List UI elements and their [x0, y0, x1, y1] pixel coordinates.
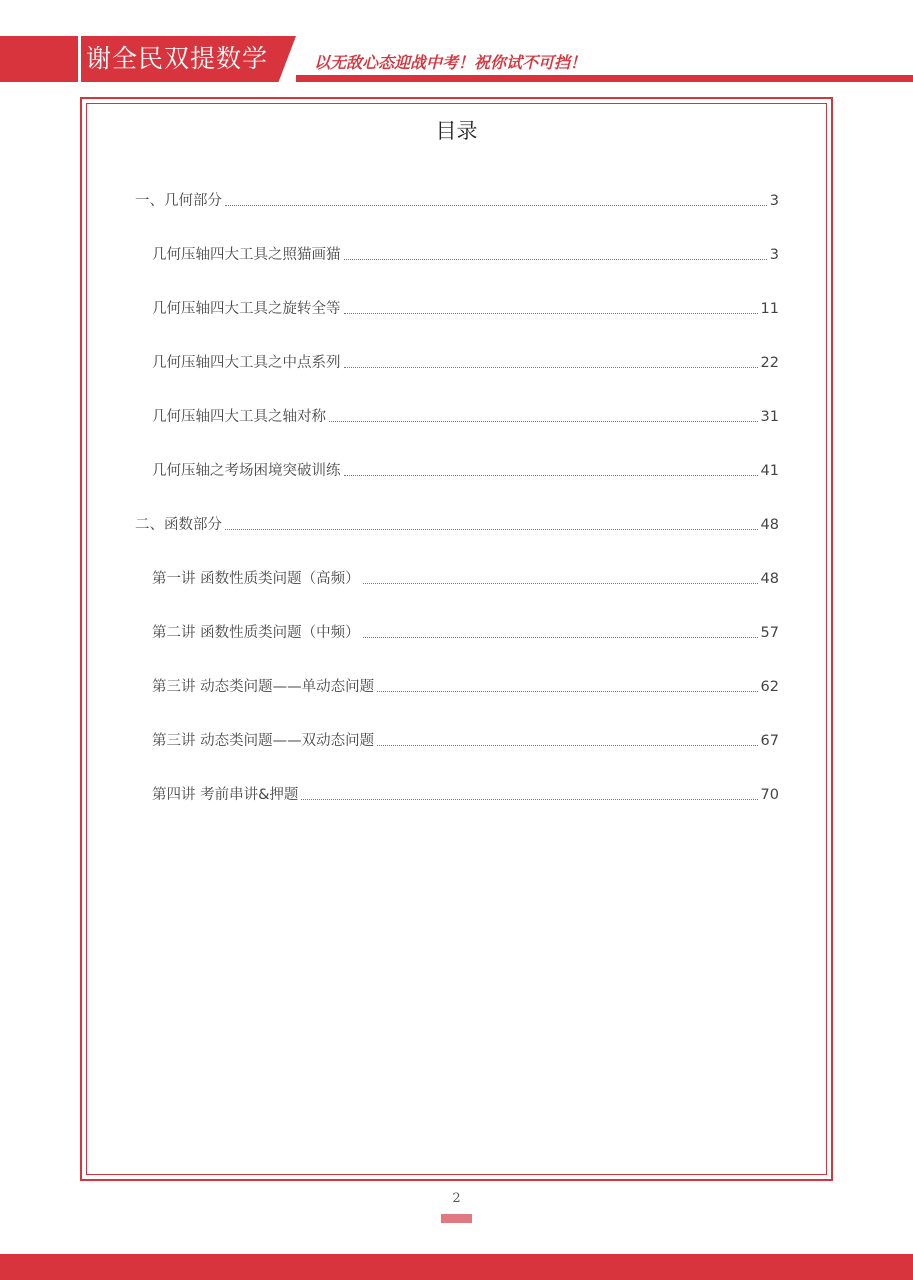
toc-leader-dots	[344, 312, 758, 314]
footer-bar	[0, 1254, 913, 1280]
toc-entry-page: 48	[760, 571, 779, 587]
toc-leader-dots	[344, 258, 767, 260]
page-number: 2	[452, 1191, 461, 1206]
toc-leader-dots	[363, 582, 758, 584]
toc-leader-dots	[377, 744, 757, 746]
toc-entry-label: 几何压轴四大工具之中点系列	[152, 355, 341, 371]
toc-entry-label: 第三讲 动态类问题——单动态问题	[152, 679, 375, 695]
toc-entry-label: 几何压轴四大工具之轴对称	[152, 409, 326, 425]
toc-entry-label: 第四讲 考前串讲&押题	[152, 787, 299, 803]
toc-entry[interactable]	[152, 566, 779, 590]
toc-entry-page: 57	[760, 625, 779, 641]
toc-entry[interactable]	[152, 296, 779, 320]
toc-entry[interactable]	[135, 188, 779, 212]
toc-entry-label: 几何压轴之考场困境突破训练	[152, 463, 341, 479]
toc-entry-page: 3	[769, 247, 779, 263]
header-underline	[296, 75, 913, 82]
toc-title: 目录	[435, 119, 478, 143]
page-number-tab	[441, 1214, 472, 1223]
toc-entry-page: 11	[760, 301, 779, 317]
toc-entry-page: 41	[760, 463, 779, 479]
header-brand-title: 谢全民双提数学	[86, 44, 269, 73]
toc-entry-label: 第二讲 函数性质类问题（中频）	[152, 625, 360, 641]
toc-leader-dots	[344, 474, 758, 476]
toc-entry-label: 二、函数部分	[135, 517, 222, 533]
toc-entry[interactable]	[152, 242, 779, 266]
toc-leader-dots	[225, 528, 758, 530]
toc-entry-label: 一、几何部分	[135, 193, 222, 209]
toc-leader-dots	[363, 636, 758, 638]
toc-entry-page: 22	[760, 355, 779, 371]
header-left-bar	[0, 36, 78, 82]
toc-leader-dots	[329, 420, 758, 422]
toc-leader-dots	[344, 366, 758, 368]
toc-entry[interactable]	[152, 728, 779, 752]
toc-leader-dots	[377, 690, 757, 692]
toc-entry-label: 几何压轴四大工具之照猫画猫	[152, 247, 341, 263]
toc-leader-dots	[301, 798, 757, 800]
toc-entry[interactable]	[152, 782, 779, 806]
toc-entry-page: 3	[769, 193, 779, 209]
toc-entry[interactable]	[152, 620, 779, 644]
toc-entry[interactable]	[135, 512, 779, 536]
toc-entry[interactable]	[152, 674, 779, 698]
toc-entry[interactable]	[152, 350, 779, 374]
toc-entry-page: 48	[760, 517, 779, 533]
header-slogan: 以无敌心态迎战中考！祝你试不可挡！	[314, 53, 587, 72]
toc-entry[interactable]	[152, 404, 779, 428]
toc-entry[interactable]	[152, 458, 779, 482]
toc-leader-dots	[225, 204, 767, 206]
toc-entry-label: 第三讲 动态类问题——双动态问题	[152, 733, 375, 749]
toc-entry-label: 几何压轴四大工具之旋转全等	[152, 301, 341, 317]
toc-entry-page: 62	[760, 679, 779, 695]
toc-entry-label: 第一讲 函数性质类问题（高频）	[152, 571, 360, 587]
toc-entry-page: 67	[760, 733, 779, 749]
toc-entry-page: 31	[760, 409, 779, 425]
toc-entry-page: 70	[760, 787, 779, 803]
